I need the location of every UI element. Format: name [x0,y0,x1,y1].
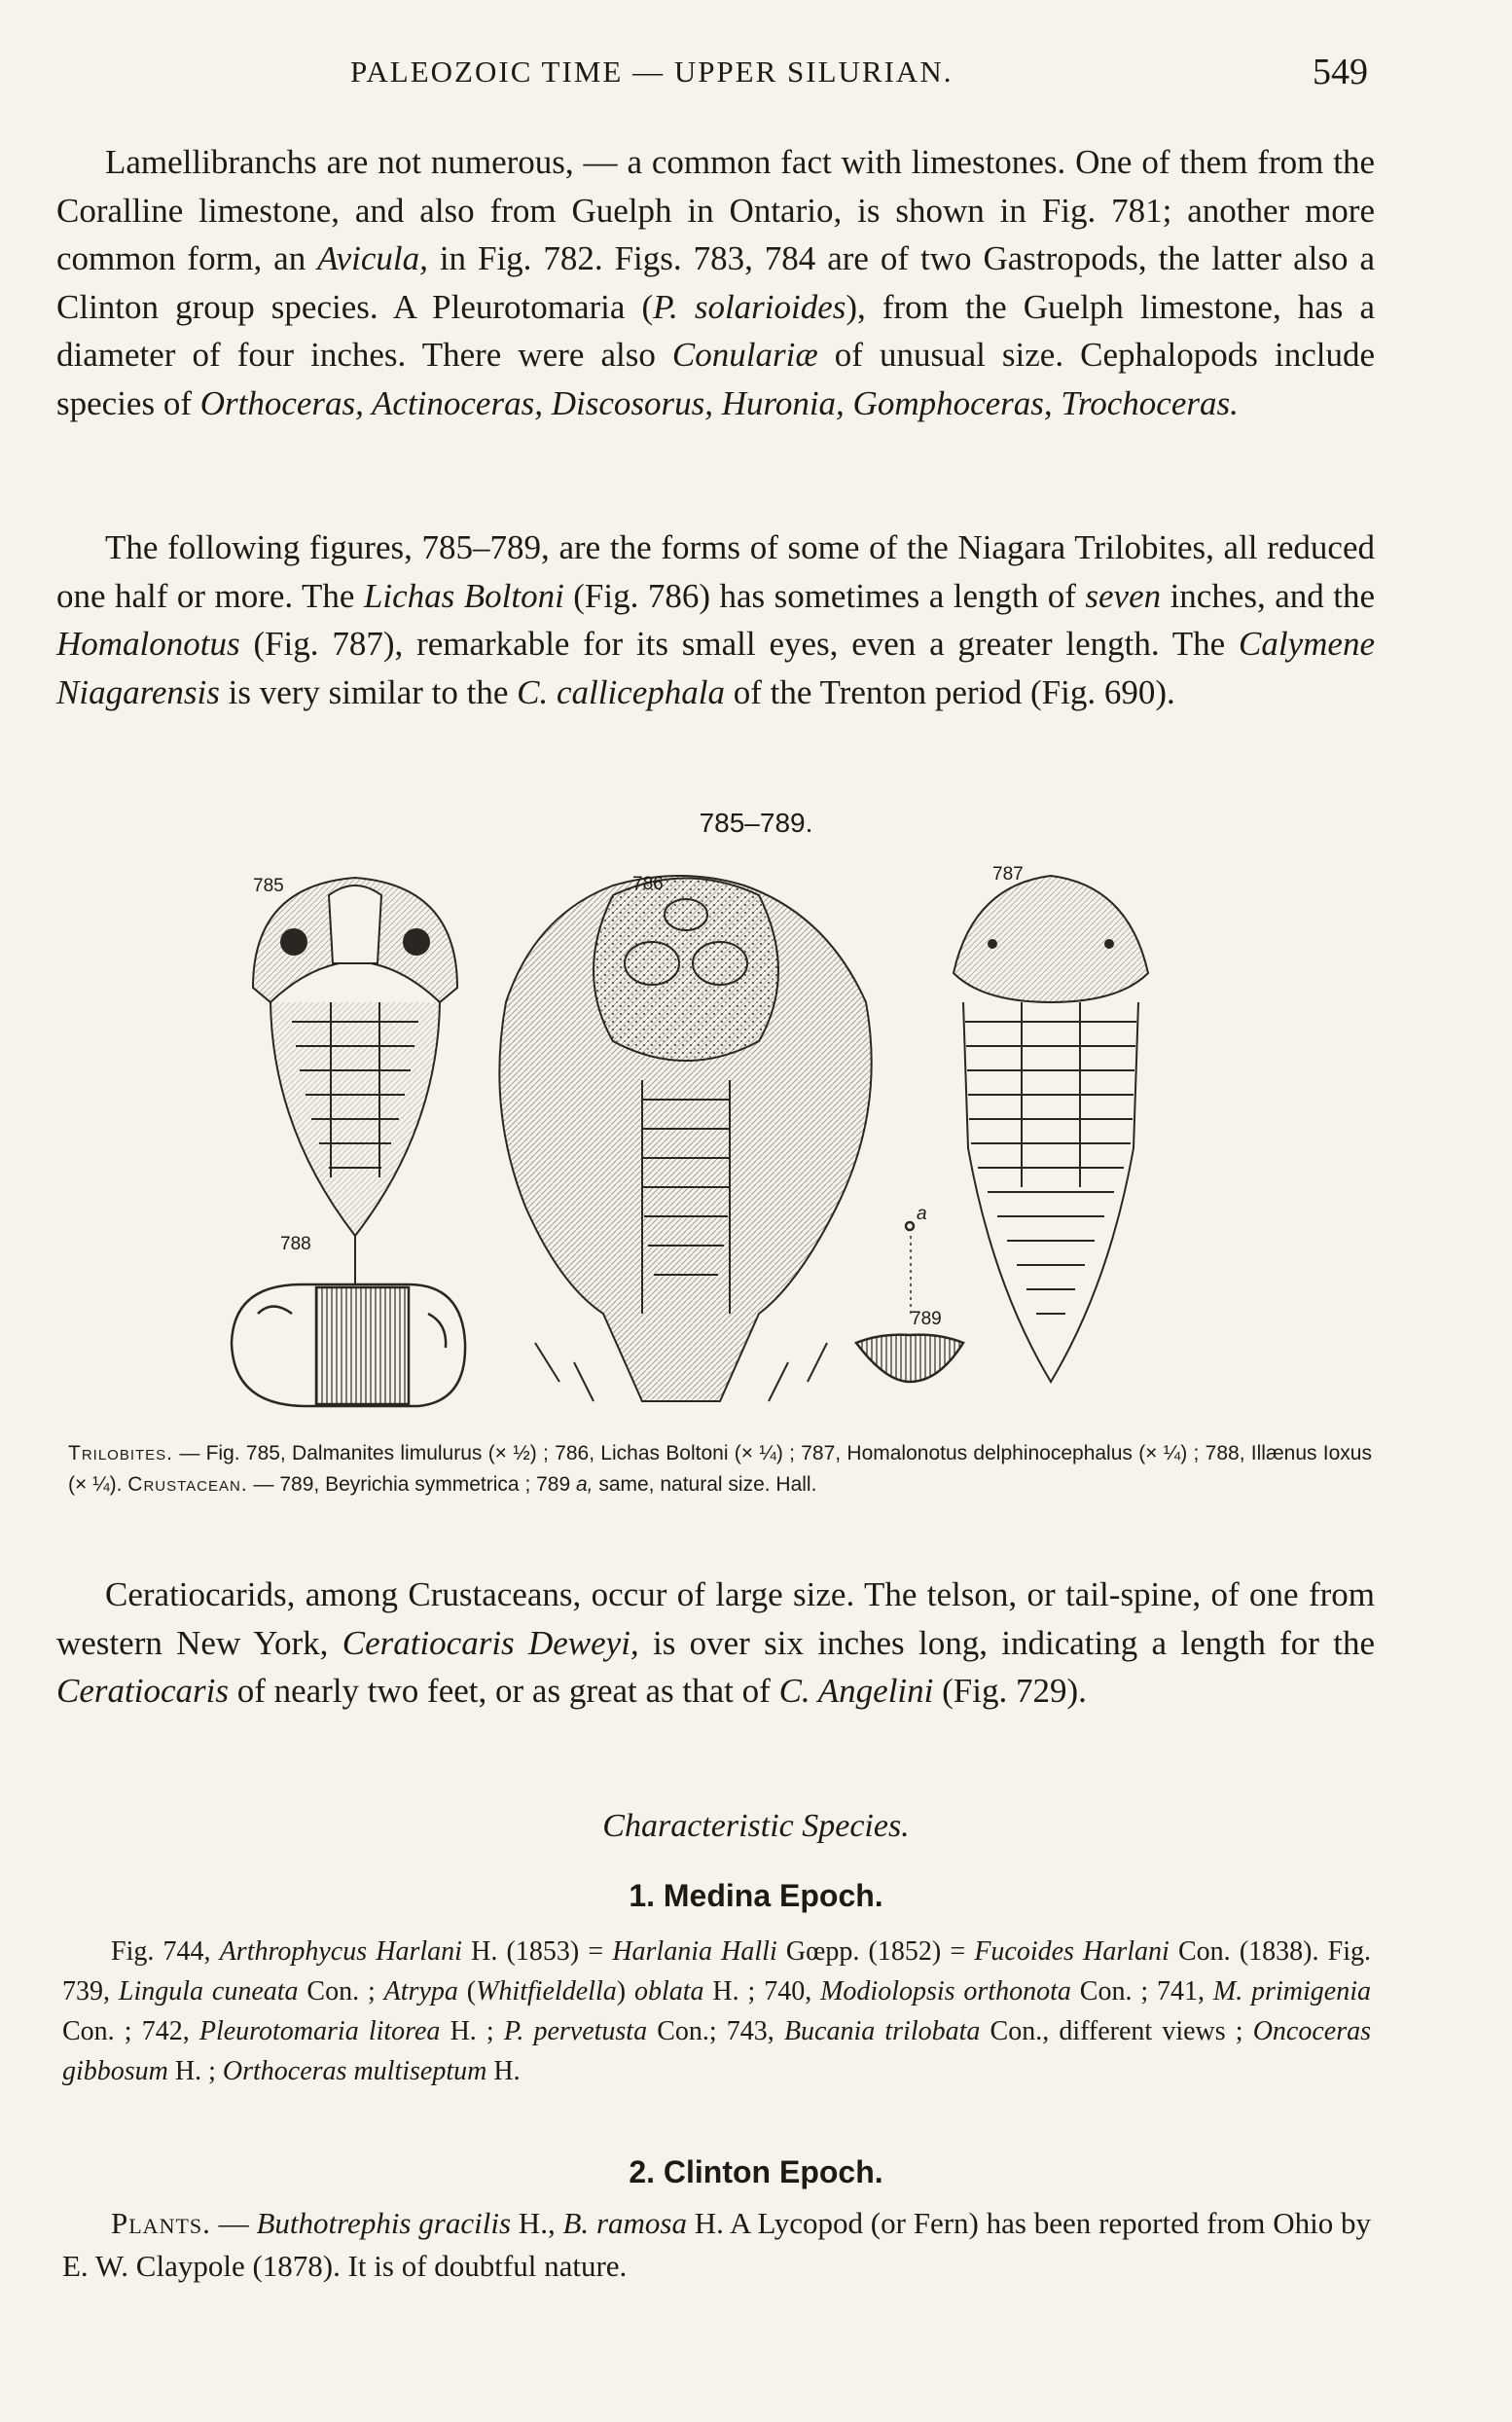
text-run: Con. ; 742, [62,2016,199,2046]
species-name: Bucania trilobata [783,2016,981,2046]
text-run: Con. (1838). Fig. 739, [62,1936,1371,2006]
trilobite-figure [214,856,1314,1421]
text-run: of the Trenton period (Fig. 690). [724,672,1175,711]
caption-text: same, natural size. Hall. [593,1473,817,1496]
text-run: Lamellibranchs are not numerous, — a common fact with limestones. One of them from the Coralline limestone, and also from Guelph in Ontario, is shown in Fig. 781; another more common form, an [56,143,1375,277]
fig-786-lichas [499,876,871,1401]
text-run: ), from the Guelph limestone, has a diameter of four inches. There were also [56,287,1376,374]
species-name: Fucoides Harlani [974,1936,1170,1967]
taxon-name: P. solarioides [653,287,846,326]
caption-text: — 789, Beyrichia symmetrica ; 789 [247,1473,576,1496]
species-name: Pleurotomaria litorea [198,2016,441,2046]
species-name: M. primigenia [1212,1976,1372,2006]
species-name: B. ramosa [562,2206,687,2240]
fig-785-dalmanites [253,878,457,1284]
text-run: H., [511,2206,563,2240]
species-name: Lingula cuneata [118,1976,299,2006]
text-run: — [210,2206,257,2240]
taxon-name: Avicula, [317,239,428,277]
page-number: 549 [1313,52,1368,92]
species-name: Atrypa [383,1976,458,2006]
species-name: Orthoceras multiseptum [222,2056,487,2086]
text-run: Ceratiocarids, among Crustaceans, occur of large size. The telson, or tail-spine, of one from western New York, [56,1575,1375,1662]
taxon-name: Calymene Niagarensis [56,625,1375,711]
species-name: P. pervetusta [503,2016,648,2046]
text-run: is very similar to the [219,672,518,711]
fig-label-787: 787 [992,864,1024,885]
species-name: Whitfieldella [476,1976,617,2006]
fig-789-beyrichia [856,1222,963,1382]
running-head: PALEOZOIC TIME — UPPER SILURIAN. [350,54,954,89]
text-run: is over six inches long, indicating a length for the [638,1623,1375,1662]
fig-label-788: 788 [280,1234,311,1254]
species-name: oblata [633,1976,704,2006]
text-run: H. ; [440,2016,504,2046]
fig-label-785: 785 [253,876,284,896]
taxon-name: Ceratiocaris Deweyi, [342,1623,639,1662]
text-run: The following figures, 785–789, are the forms of some of the Niagara Trilobites, all reduced one half or more. The [56,528,1375,615]
section-title: Characteristic Species. [602,1808,910,1844]
plants-lead: Plants. [111,2206,211,2240]
paragraph-ceratiocarids [56,1571,1375,1716]
taxon-name: Conulariæ [671,336,818,374]
caption-italic: a, [575,1473,594,1496]
fig-label-789: 789 [911,1309,942,1329]
figure-heading: 785–789. [699,808,813,838]
text-run: ) [616,1976,634,2006]
taxon-name: Lichas Boltoni [363,576,564,615]
taxon-name: Orthoceras, Actinoceras, Discosorus, Huronia, Gomphoceras, Trochoceras. [199,383,1239,422]
species-list-medina [62,1932,1371,2091]
text-run: of unusual size. Cephalopods include species of [56,336,1375,422]
taxon-name: C. Angelini [778,1672,934,1710]
text-run: (Fig. 729). [933,1672,1087,1710]
text-run: ( [457,1976,477,2006]
species-name: Arthrophycus Harlani [219,1936,462,1967]
species-name: Buthotrephis gracilis [256,2206,512,2240]
caption-lead: Trilobites. [68,1442,174,1464]
text-run: of nearly two feet, or as great as that of [228,1672,779,1710]
page-header [58,51,1372,99]
epoch-heading-clinton: 2. Clinton Epoch. [629,2154,883,2189]
text-run: H. ; 740, [703,1976,821,2006]
taxon-name: C. callicephala [517,672,725,711]
fig-label-786: 786 [632,874,664,894]
taxon-name: Homalonotus [56,625,240,663]
text-run: Con., different views ; [980,2016,1253,2046]
taxon-name: Ceratiocaris [56,1672,229,1710]
species-list-clinton [62,2202,1371,2288]
species-name: Oncoceras gibbosum [62,2016,1371,2086]
species-name: Harlania Halli [612,1936,777,1967]
text-run: H. ; [167,2056,223,2086]
figure-caption [68,1438,1372,1500]
text-run: H. (1853) = [461,1936,613,1967]
text-run: in Fig. 782. Figs. 783, 784 are of two Gastropods, the latter also a Clinton group species. A Pleurotomaria ( [56,239,1375,326]
species-name: Modiolopsis orthonota [820,1976,1071,2006]
text-run: (Fig. 786) has sometimes a length of [563,576,1086,615]
text-run: (Fig. 787), remarkable for its small eyes, even a greater length. The [239,625,1240,663]
fig-label-789a: a [917,1204,927,1224]
fig-787-homalonotus [954,876,1148,1382]
caption-lead: Crustacean. [127,1473,248,1496]
fig-788-illaenus [232,1284,465,1406]
caption-text: — Fig. 785, Dalmanites limulurus (× ½) ; 786, Lichas Boltoni (× ¼) ; 787, Homalonotus delphinocephalus (× ¼) ; 788, Illænus Ioxus (× ¼). [68,1442,1372,1496]
text-run: Gœpp. (1852) = [776,1936,975,1967]
emphasis: seven [1085,576,1162,615]
text-run: Con.; 743, [647,2016,784,2046]
text-run: Fig. 744, [111,1936,220,1967]
epoch-heading-medina: 1. Medina Epoch. [629,1878,883,1913]
text-run: H. [486,2056,521,2086]
paragraph-lamellibranchs [56,138,1375,427]
text-run: H. A Lycopod (or Fern) has been reported from Ohio by E. W. Claypole (1878). It is of doubtful nature. [62,2206,1371,2283]
paragraph-trilobites [56,524,1375,716]
text-run: Con. ; 741, [1070,1976,1213,2006]
trilobite-illustration [214,856,1314,1421]
text-run: inches, and the [1161,576,1375,615]
text-run: Con. ; [298,1976,384,2006]
